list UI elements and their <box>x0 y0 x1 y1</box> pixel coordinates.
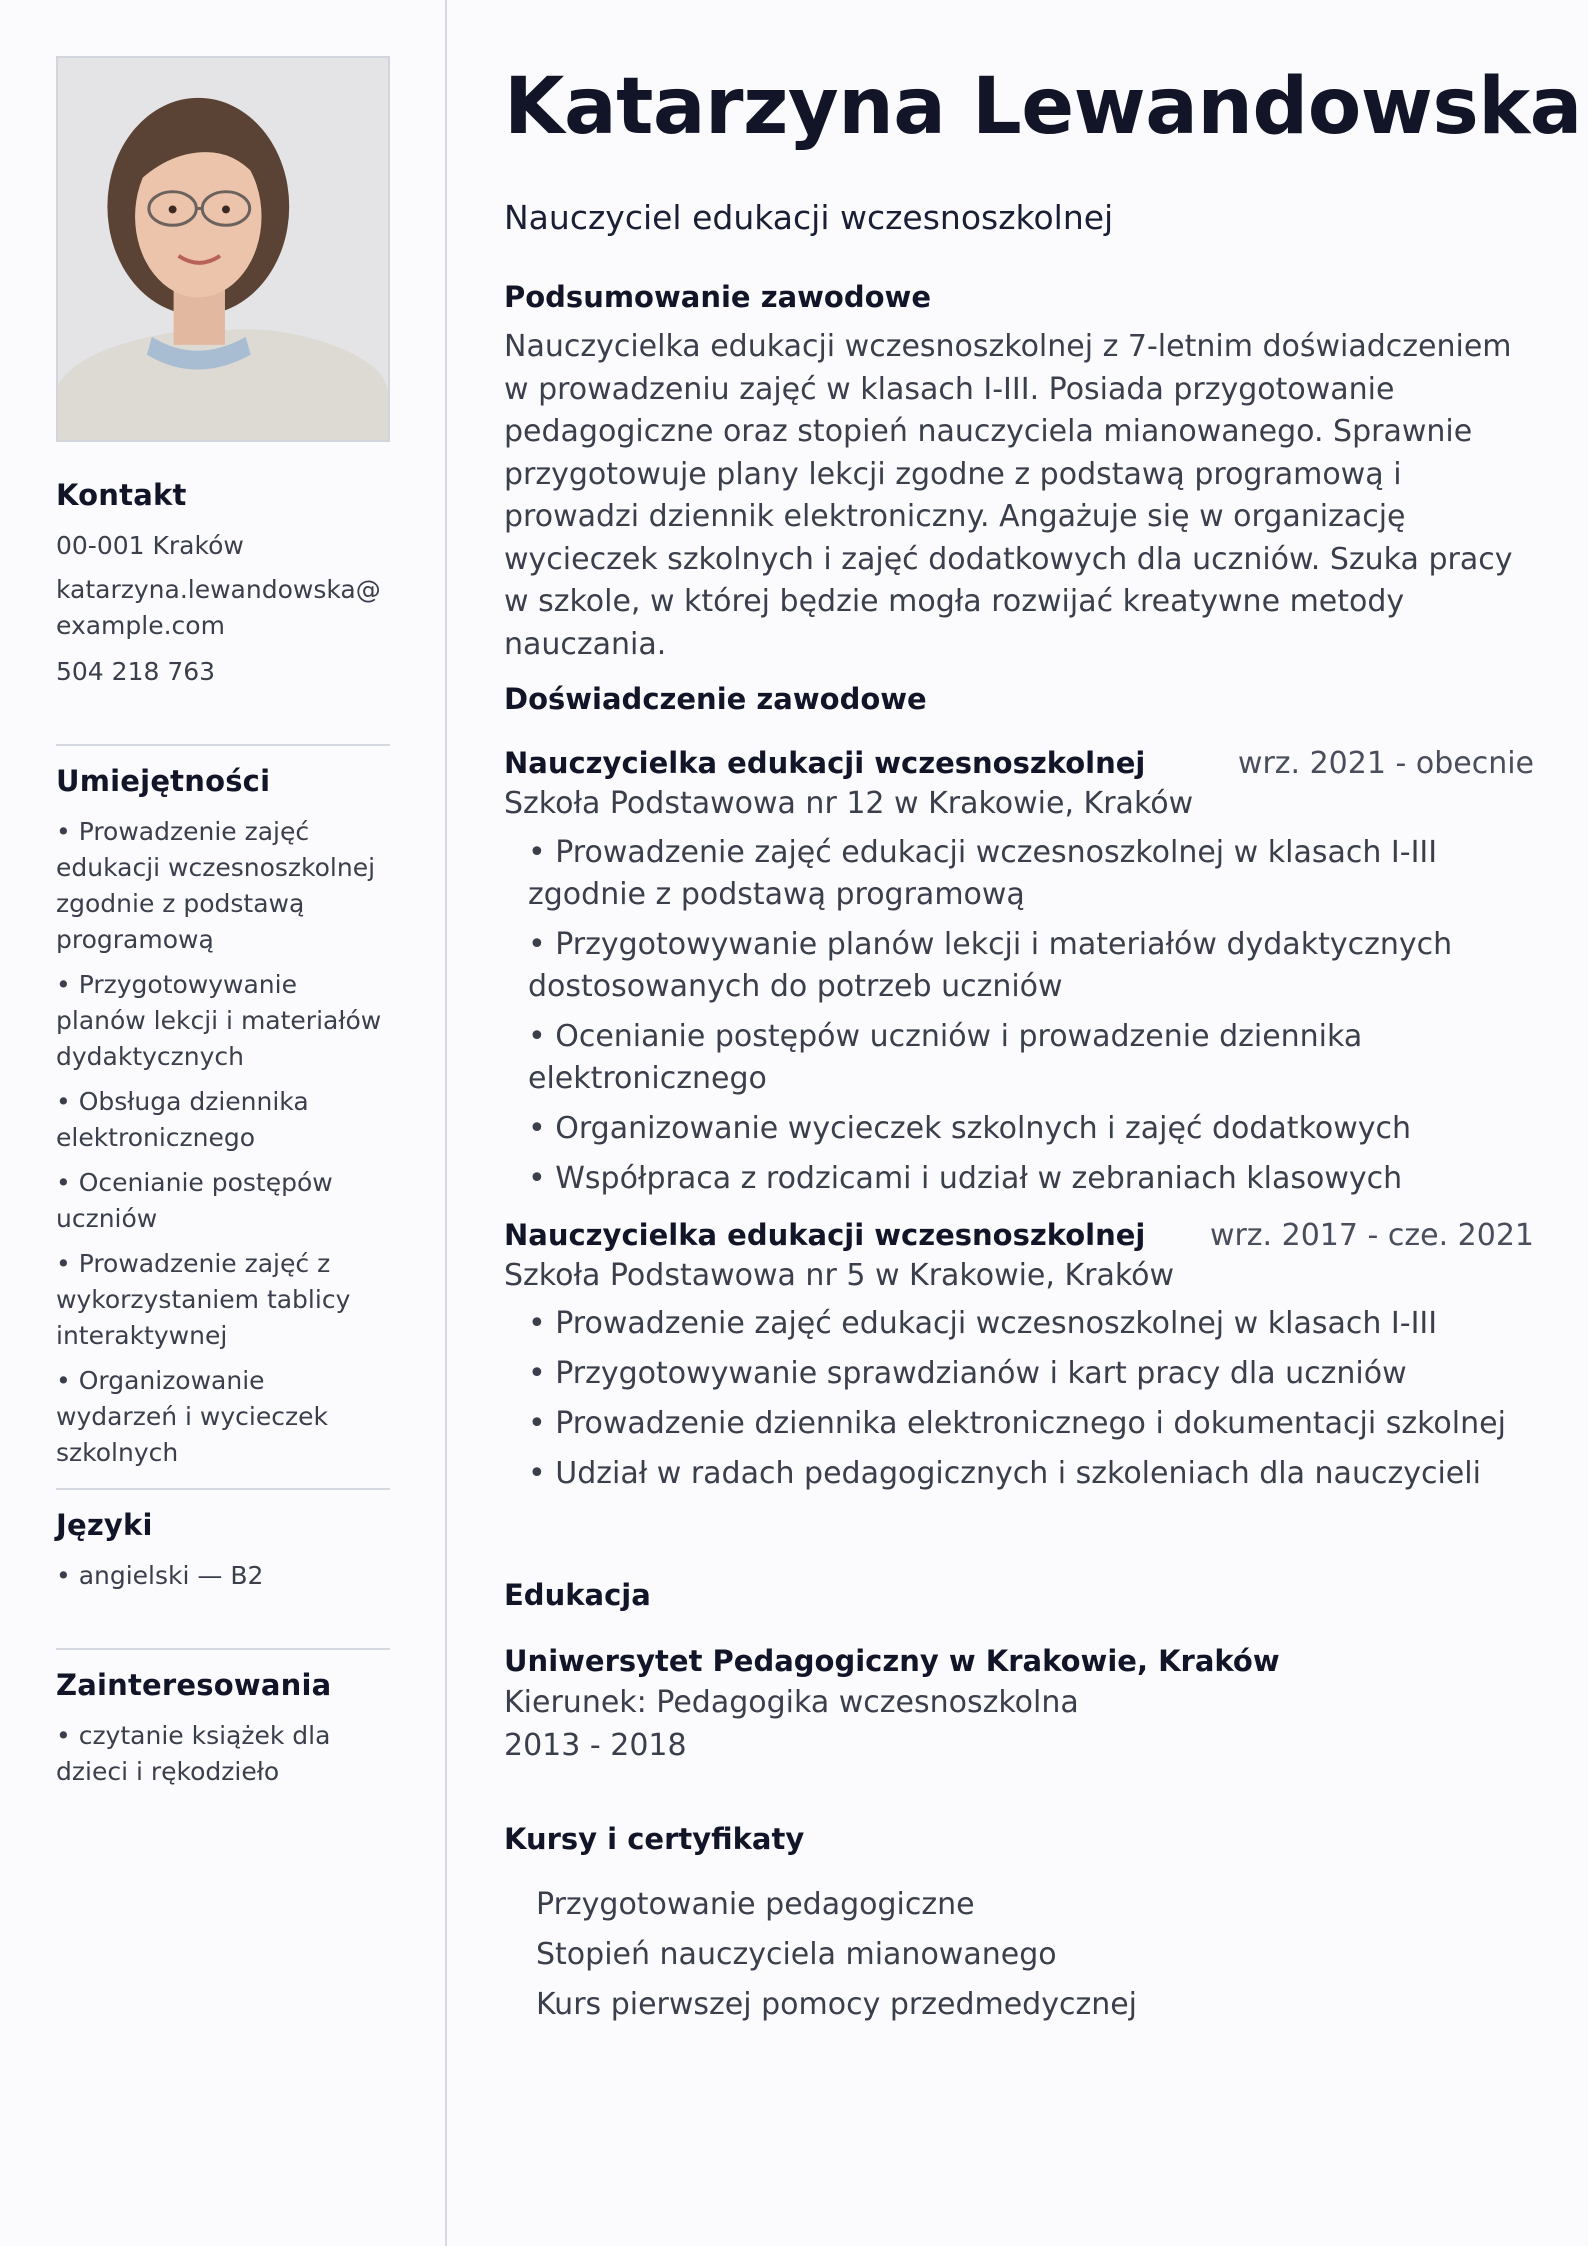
job-bullet: • Ocenianie postępów uczniów i prowadzenie dziennika elektronicznego <box>528 1018 1363 1096</box>
skill-item: • Ocenianie postępów uczniów <box>56 1168 333 1233</box>
divider <box>56 1488 390 1490</box>
summary-heading: Podsumowanie zawodowe <box>504 280 931 314</box>
contact-address: 00-001 Kraków <box>56 531 244 560</box>
skill-item: • Prowadzenie zajęć z wykorzystaniem tablicy interaktywnej <box>56 1249 351 1350</box>
contact-phone: 504 218 763 <box>56 657 216 686</box>
summary-section <box>504 280 1534 666</box>
job-bullet: • Prowadzenie zajęć edukacji wczesnoszkolnej w klasach I-III zgodnie z podstawą programową <box>528 834 1438 912</box>
job-bullet: • Prowadzenie dziennika elektronicznego i dokumentacji szkolnej <box>528 1406 1506 1441</box>
job-title: Nauczycielka edukacji wczesnoszkolnej <box>504 746 1146 780</box>
job-bullet: • Organizowanie wycieczek szkolnych i zajęć dodatkowych <box>528 1110 1412 1146</box>
contact-email-line2[interactable]: example.com <box>56 611 225 640</box>
skill-item: • Przygotowywanie planów lekcji i materiałów dydaktycznych <box>56 970 382 1071</box>
skill-item: • Organizowanie wydarzeń i wycieczek szkolnych <box>56 1366 328 1467</box>
languages-section <box>56 1508 390 1603</box>
job-dates: wrz. 2021 - obecnie <box>1237 746 1534 781</box>
courses-list <box>504 1880 1534 2030</box>
divider <box>56 744 390 746</box>
contact-email-line1[interactable]: katarzyna.lewandowska@ <box>56 575 381 604</box>
job-employer: Szkoła Podstawowa nr 5 w Krakowie, Kraków <box>504 1257 1175 1293</box>
skills-list <box>56 814 390 1471</box>
job-bullet: • Współpraca z rodzicami i udział w zebraniach klasowych <box>528 1160 1403 1196</box>
education-school: Uniwersytet Pedagogiczny w Krakowie, Kraków <box>504 1644 1280 1678</box>
profile-photo <box>56 56 390 442</box>
job-dates: wrz. 2017 - cze. 2021 <box>1209 1217 1534 1253</box>
job-bullet: • Przygotowywanie sprawdzianów i kart pracy dla uczniów <box>528 1356 1407 1391</box>
course-item: Kurs pierwszej pomocy przedmedycznej <box>536 1987 1138 2022</box>
skills-heading: Umiejętności <box>56 764 271 798</box>
candidate-title: Nauczyciel edukacji wczesnoszkolnej <box>504 198 1114 237</box>
course-item: Stopień nauczyciela mianowanego <box>536 1937 1057 1972</box>
languages-heading: Języki <box>56 1508 153 1542</box>
divider <box>56 1648 390 1650</box>
sidebar <box>0 0 447 2246</box>
interests-heading: Zainteresowania <box>56 1668 332 1702</box>
job-bullet: • Prowadzenie zajęć edukacji wczesnoszkolnej w klasach I-III <box>528 1306 1438 1341</box>
interest-item: • czytanie książek dla dzieci i rękodzieło <box>56 1721 331 1786</box>
skill-item: • Obsługa dziennika elektronicznego <box>56 1087 309 1152</box>
experience-section <box>504 682 1534 1503</box>
contact-heading: Kontakt <box>56 478 187 512</box>
courses-section <box>504 1822 1534 2030</box>
skills-section <box>56 764 390 1480</box>
summary-text: Nauczycielka edukacji wczesnoszkolnej z 7-letnim doświadczeniem w prowadzeniu zajęć w klasach I-III. Posiada przygotowanie pedagogiczne oraz stopień nauczyciela mianowanego. Sprawnie przygotowuje plany lekcji zgodne z podstawą programową i prowadzi dziennik elektroniczny. Angażuje się w organizację wycieczek szkolnych i zajęć dodatkowych dla uczniów. Szuka pracy w szkole, w której będzie mogła rozwijać kreatywne metody nauczania. <box>504 329 1513 662</box>
education-heading: Edukacja <box>504 1578 651 1612</box>
skill-item: • Prowadzenie zajęć edukacji wczesnoszkolnej zgodnie z podstawą programową <box>56 817 376 954</box>
education-section <box>504 1578 1534 1767</box>
interests-section <box>56 1668 390 1799</box>
education-field: Kierunek: Pedagogika wczesnoszkolna <box>504 1685 1079 1720</box>
job-header <box>504 746 1534 781</box>
interests-list <box>56 1718 390 1790</box>
language-item: • angielski — B2 <box>56 1561 264 1590</box>
job-header <box>504 1218 1534 1253</box>
education-years: 2013 - 2018 <box>504 1727 687 1763</box>
courses-heading: Kursy i certyfikaty <box>504 1822 805 1856</box>
job-bullets <box>504 832 1534 1200</box>
job-employer: Szkoła Podstawowa nr 12 w Krakowie, Kraków <box>504 786 1194 821</box>
job-bullet: • Przygotowywanie planów lekcji i materiałów dydaktycznych dostosowanych do potrzeb uczniów <box>528 926 1453 1004</box>
experience-heading: Doświadczenie zawodowe <box>504 682 927 716</box>
job-entry <box>504 1218 1534 1496</box>
job-bullets <box>504 1303 1534 1495</box>
languages-list <box>56 1558 390 1594</box>
course-item: Przygotowanie pedagogiczne <box>536 1887 975 1922</box>
contact-section <box>56 478 390 690</box>
candidate-name: Katarzyna Lewandowska <box>504 62 1582 152</box>
job-title: Nauczycielka edukacji wczesnoszkolnej <box>504 1217 1146 1252</box>
job-entry <box>504 746 1534 1200</box>
job-bullet: • Udział w radach pedagogicznych i szkoleniach dla nauczycieli <box>528 1456 1481 1491</box>
